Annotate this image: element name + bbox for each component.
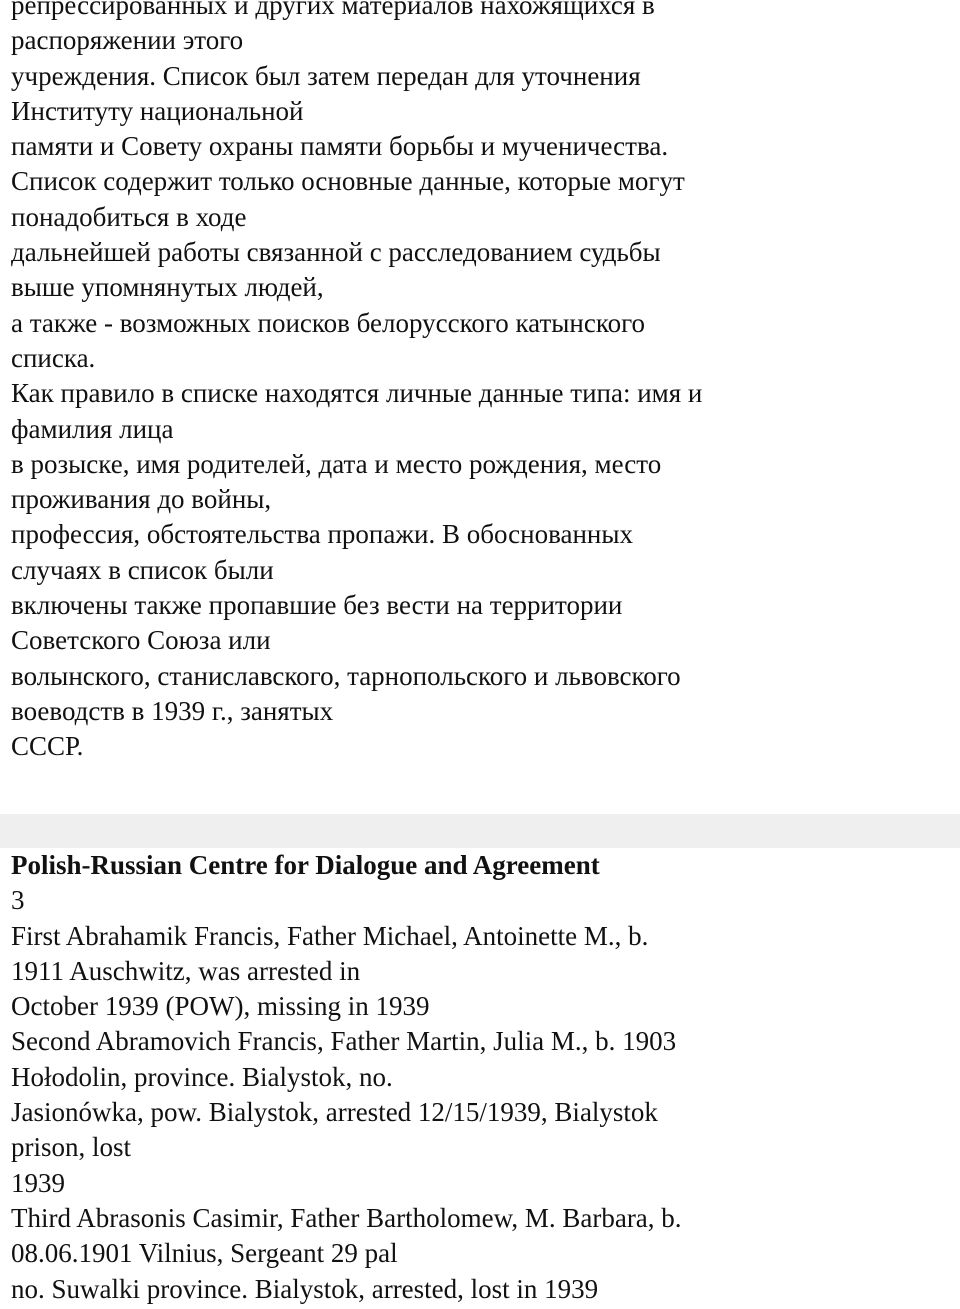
text-line: выше упомнянутых людей, xyxy=(11,272,324,303)
page-header-title: Polish-Russian Centre for Dialogue and Agreement xyxy=(11,850,600,880)
text-line: 08.06.1901 Vilnius, Sergeant 29 pal xyxy=(11,1238,398,1269)
russian-text-block xyxy=(11,0,954,765)
text-line: понадобиться в ходе xyxy=(11,201,247,232)
text-line: памяти и Совету охраны памяти борьбы и мученичества. xyxy=(11,131,669,162)
text-line: no. Suwalki province. Bialystok, arrested, lost in 1939 xyxy=(11,1273,599,1304)
text-line: дальнейшей работы связанной с расследованием судьбы xyxy=(11,237,661,268)
text-line: включены также пропавшие без вести на территории xyxy=(11,590,623,621)
text-line: случаях в список были xyxy=(11,554,274,585)
text-line: Институту национальной xyxy=(11,95,304,126)
text-line: проживания до войны, xyxy=(11,484,272,515)
text-line: а также - возможных поисков белорусского катынского xyxy=(11,307,645,338)
text-line: Jasionówka, pow. Bialystok, arrested 12/15/1939, Bialystok xyxy=(11,1097,658,1128)
page-break-divider xyxy=(0,814,960,848)
text-line: Как правило в списке находятся личные данные типа: имя и xyxy=(11,378,703,409)
text-line: Список содержит только основные данные, которые могут xyxy=(11,166,685,197)
text-line: воеводств в 1939 г., занятых xyxy=(11,695,334,726)
text-line: фамилия лица xyxy=(11,413,174,444)
page-number: 3 xyxy=(11,885,25,916)
text-line: профессия, обстоятельства пропажи. В обоснованных xyxy=(11,519,633,550)
text-line: Second Abramovich Francis, Father Martin, Julia M., b. 1903 xyxy=(11,1026,677,1057)
text-line: распоряжении этого xyxy=(11,25,244,56)
text-line: Third Abrasonis Casimir, Father Bartholomew, M. Barbara, b. xyxy=(11,1202,682,1233)
text-line: 1939 xyxy=(11,1167,65,1198)
text-line: волынского, станиславского, тарнопольского и львовского xyxy=(11,660,681,691)
text-line: 1911 Auschwitz, was arrested in xyxy=(11,955,361,986)
english-text-block xyxy=(11,848,954,1307)
text-line: Hołodolin, province. Bialystok, no. xyxy=(11,1061,393,1092)
text-line: Советского Союза или xyxy=(11,625,271,656)
text-line: репрессированных и других материалов нахожящихся в xyxy=(11,0,655,20)
text-line: October 1939 (POW), missing in 1939 xyxy=(11,991,430,1022)
text-line: списка. xyxy=(11,342,96,373)
text-line: prison, lost xyxy=(11,1132,132,1163)
text-line: учреждения. Список был затем передан для уточнения xyxy=(11,60,641,91)
text-line: в розыске, имя родителей, дата и место рождения, место xyxy=(11,448,662,479)
text-line: СССР. xyxy=(11,731,84,762)
text-line: First Abrahamik Francis, Father Michael, Antoinette M., b. xyxy=(11,920,649,951)
